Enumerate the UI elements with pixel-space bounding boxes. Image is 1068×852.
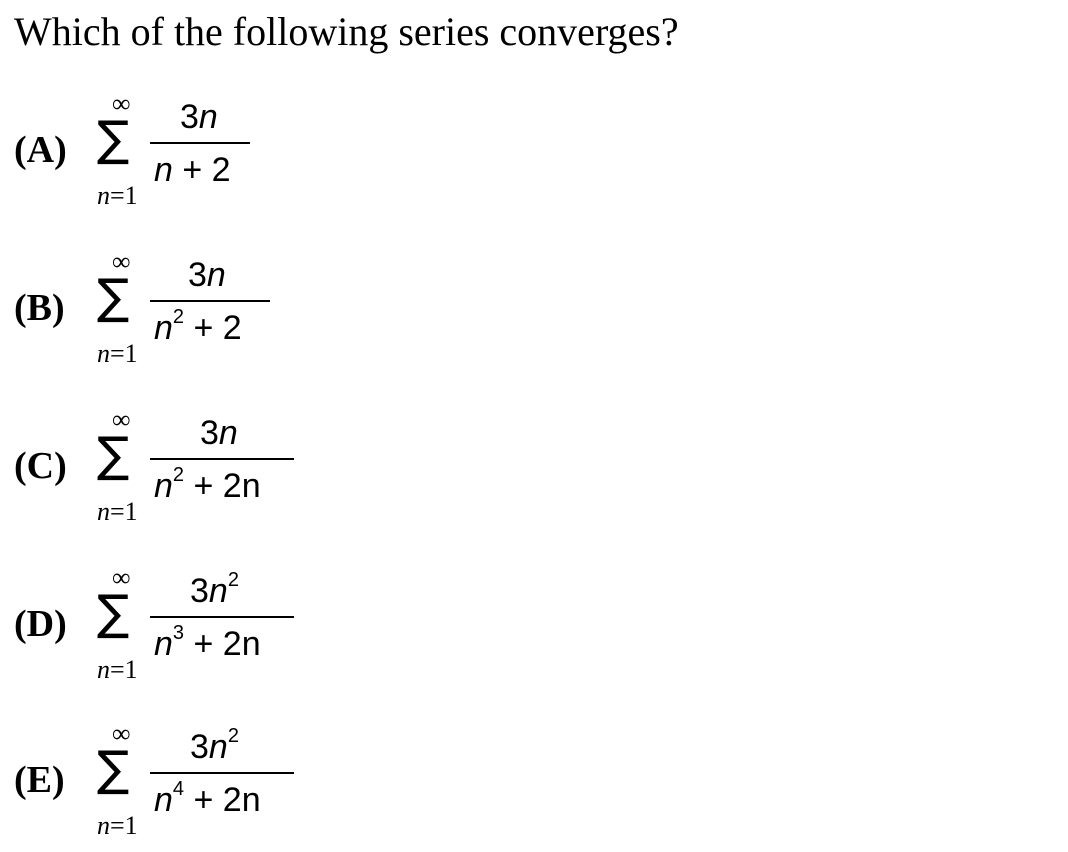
denominator: n + 2 — [154, 151, 231, 189]
upper-limit: ∞ — [112, 405, 131, 434]
numerator: $3n^2$ — [190, 568, 239, 610]
upper-limit: ∞ — [112, 563, 131, 592]
choice-b[interactable] — [0, 247, 400, 380]
denominator: $n^2 + 2n$ — [154, 463, 261, 505]
fraction-bar — [150, 300, 270, 302]
fraction-bar — [150, 616, 294, 618]
fraction-bar — [150, 458, 294, 460]
sigma-icon: ∑ — [97, 269, 130, 325]
denominator: $n^2 + 2$ — [154, 305, 242, 347]
choice-a[interactable] — [0, 89, 400, 222]
fraction-bar — [150, 772, 294, 774]
choice-label: (A) — [14, 129, 67, 171]
sigma-icon: ∑ — [97, 741, 130, 797]
choice-label: (B) — [14, 287, 65, 329]
choice-label: (E) — [14, 759, 65, 801]
sigma-icon: ∑ — [97, 111, 130, 167]
numerator: 3n — [200, 414, 238, 452]
lower-limit: n=1 — [97, 339, 138, 368]
sigma-icon: ∑ — [97, 585, 130, 641]
lower-limit: n=1 — [97, 655, 138, 684]
question-text: Which of the following series converges? — [14, 9, 679, 54]
denominator: $n^4 + 2n$ — [154, 777, 261, 819]
lower-limit: n=1 — [97, 811, 138, 840]
numerator: $3n^2$ — [190, 724, 239, 766]
numerator: 3n — [180, 98, 218, 136]
choice-e[interactable] — [0, 719, 400, 852]
lower-limit: n=1 — [97, 497, 138, 526]
upper-limit: ∞ — [112, 89, 131, 118]
upper-limit: ∞ — [112, 247, 131, 276]
choice-c[interactable] — [0, 405, 400, 538]
choice-d[interactable] — [0, 563, 400, 696]
sigma-icon: ∑ — [97, 427, 130, 483]
choice-label: (C) — [14, 445, 67, 487]
fraction-bar — [150, 142, 250, 144]
numerator: 3n — [188, 256, 226, 294]
lower-limit: n=1 — [97, 181, 138, 210]
choice-label: (D) — [14, 603, 67, 645]
denominator: $n^3 + 2n$ — [154, 621, 261, 663]
upper-limit: ∞ — [112, 719, 131, 748]
